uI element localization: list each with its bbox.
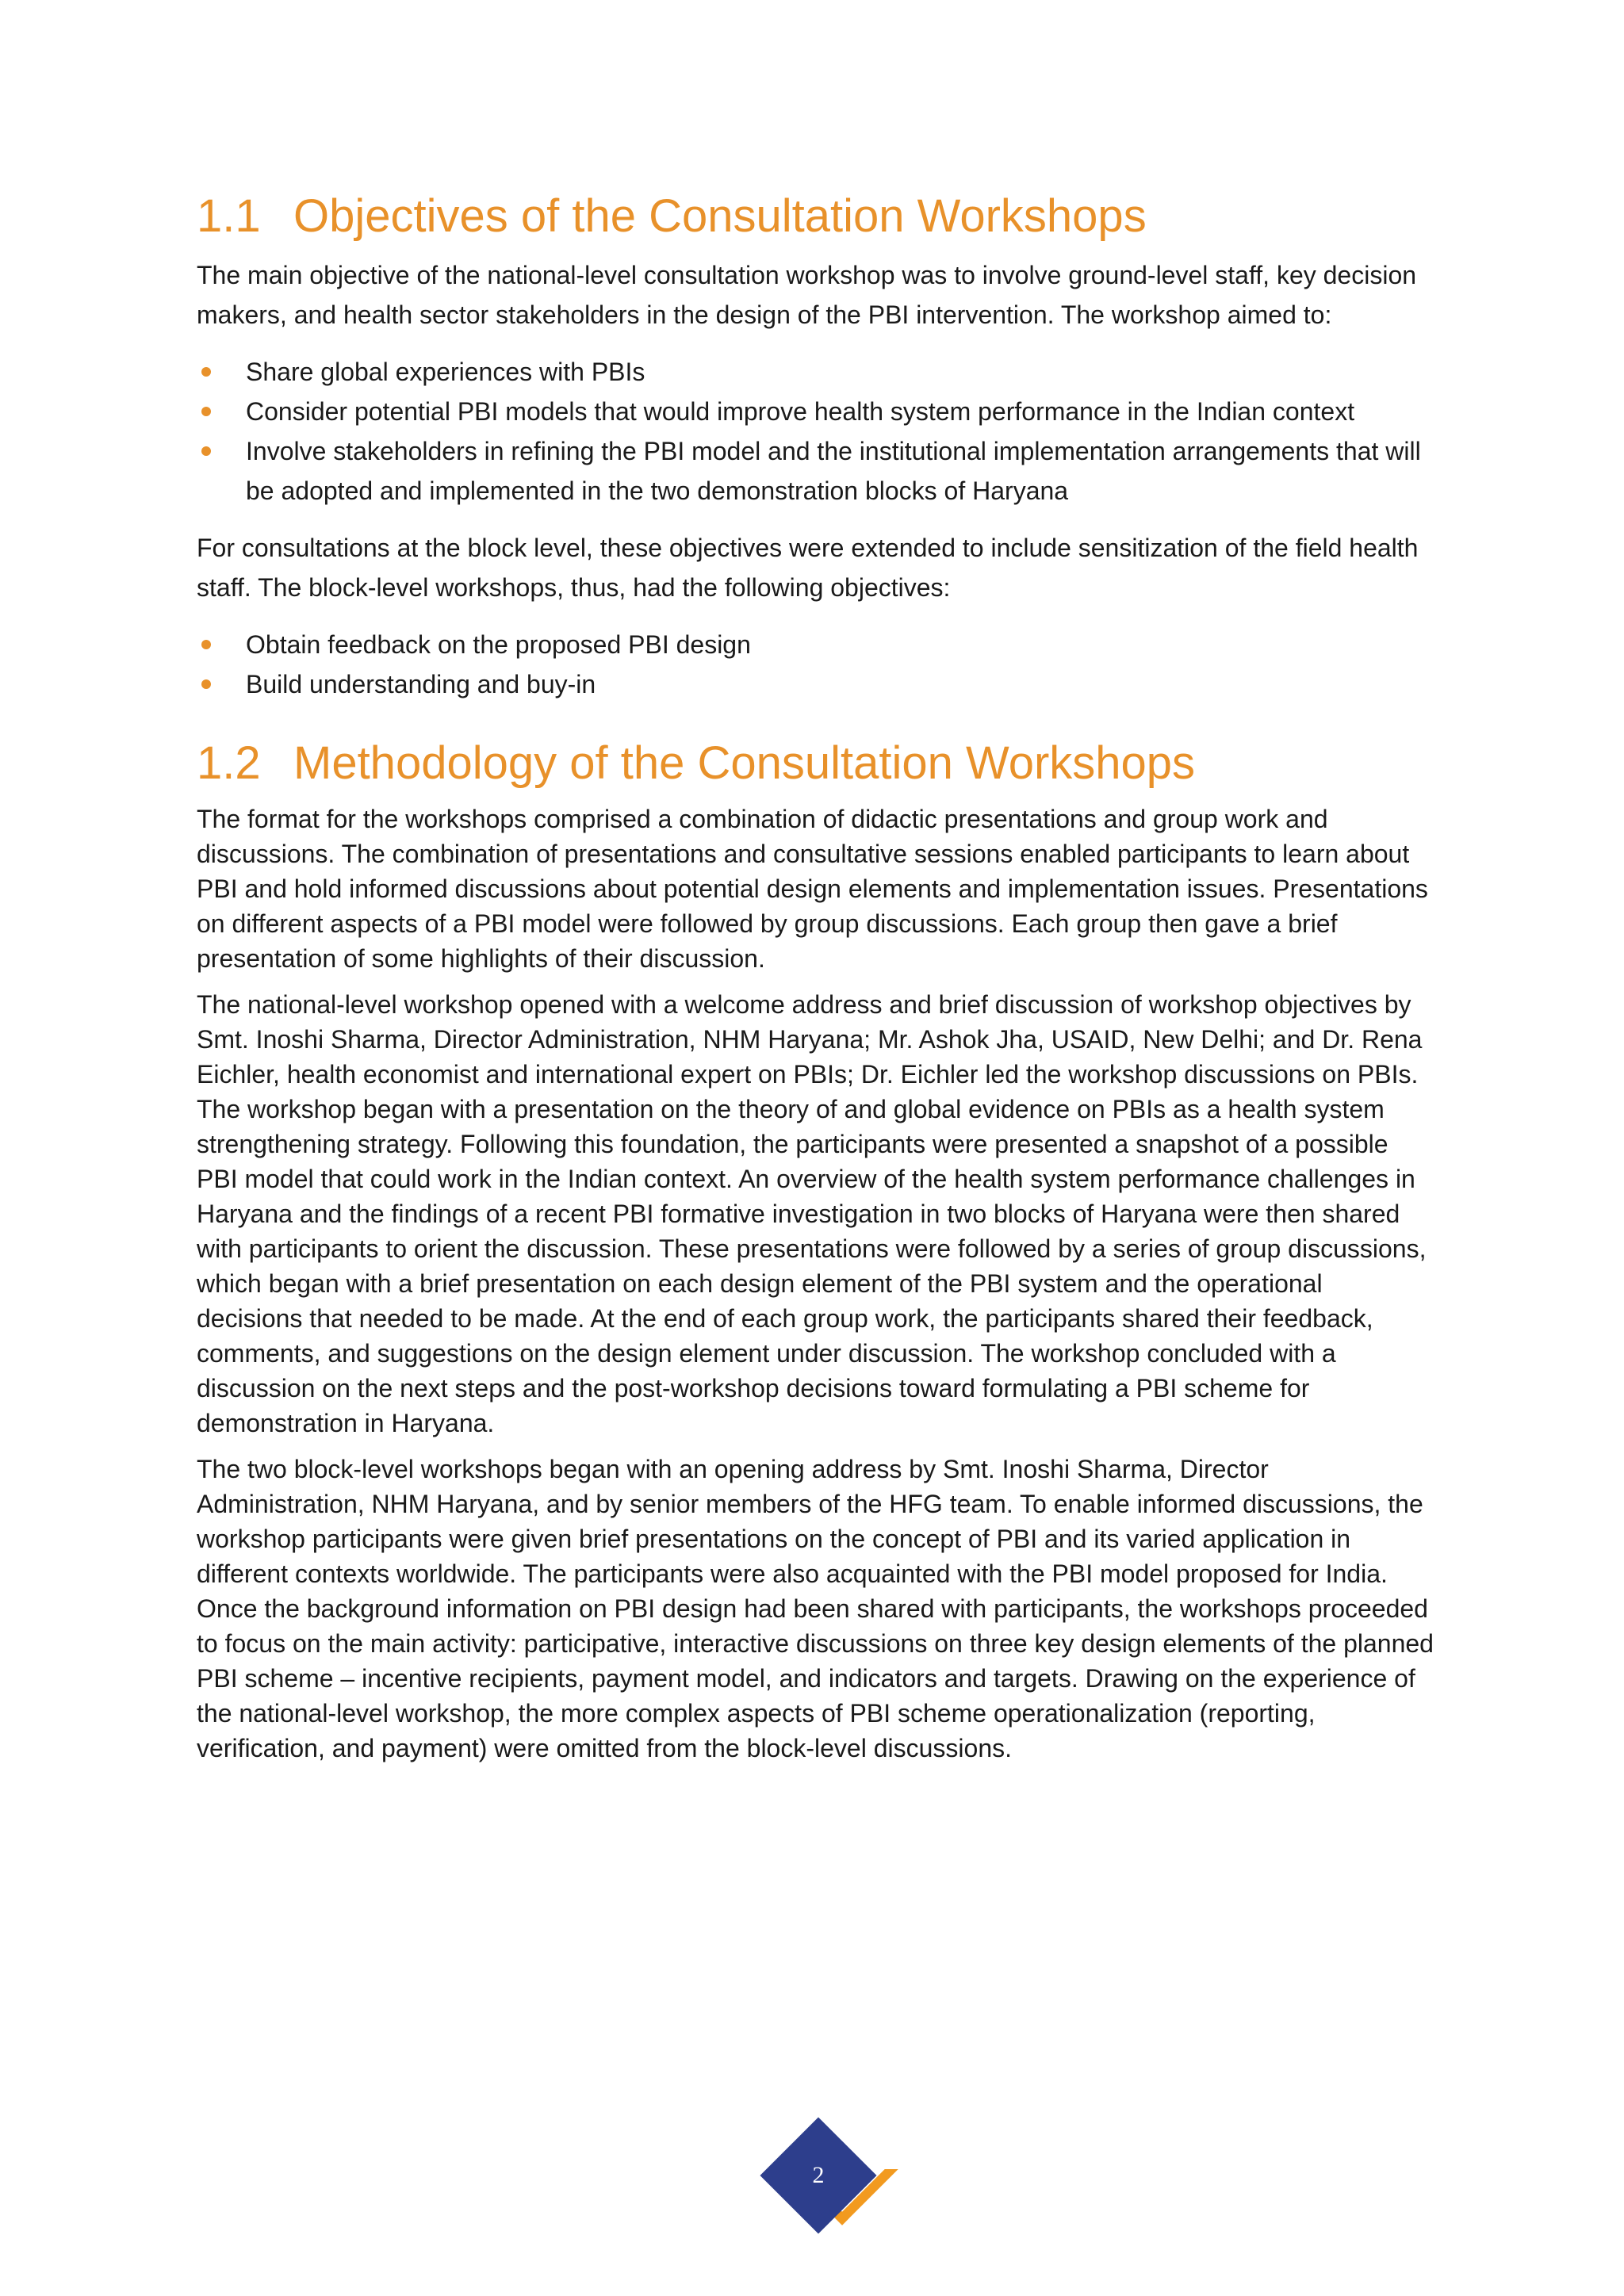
objectives-list [197, 352, 1434, 511]
page-number-badge [753, 2112, 888, 2247]
objectives-intro-paragraph: The main objective of the national-level consultation workshop was to involve ground-level staff, key decision makers, and health sector stakeholders in the design of the PBI intervention. The workshop aimed to: [197, 260, 1417, 329]
block-objectives-list [197, 625, 1434, 704]
section-number: 1.2 [197, 737, 261, 789]
bullet-icon [201, 446, 211, 456]
list-item: Build understanding and buy-in [197, 664, 1434, 704]
page-number: 2 [812, 2162, 825, 2188]
section-heading-methodology [197, 736, 1434, 791]
bullet-icon [201, 679, 211, 689]
methodology-paragraph-national: The national-level workshop opened with a welcome address and brief discussion of workshop objectives by Smt. Inoshi Sharma, Director Administration, NHM Haryana; Mr. Ashok Jha, USAID, New Delhi; and Dr. Rena Eichler, health economist and international expert on PBIs; Dr. Eichler led the workshop discussions on PBIs. The workshop began with a presentation on the theory of and global evidence on PBIs as a health system strengthening strategy. Following this foundation, the participants were presented a snapshot of a possible PBI model that could work in the Indian context. An overview of the health system performance challenges in Haryana and the findings of a recent PBI formative investigation in two blocks of Haryana were then shared with participants to orient the discussion. These presentations were followed by a series of group discussions, which began with a brief presentation on each design element of the PBI system and the operational decisions that needed to be made. At the end of each group work, the participants shared their feedback, comments, and suggestions on the design element under discussion. The workshop concluded with a discussion on the next steps and the post-workshop decisions toward formulating a PBI scheme for demonstration in Haryana. [197, 990, 1427, 1438]
list-item: Obtain feedback on the proposed PBI design [197, 625, 1434, 664]
section-heading-objectives [197, 189, 1434, 244]
methodology-paragraph-block: The two block-level workshops began with an opening address by Smt. Inoshi Sharma, Director Administration, NHM Haryana, and by senior members of the HFG team. To enable informed discussions, the workshop participants were given brief presentations on the concept of PBI and its varied application in different contexts worldwide. The participants were also acquainted with the PBI model proposed for India. Once the background information on PBI design had been shared with participants, the workshops proceeded to focus on the main activity: participative, interactive discussions on three key design elements of the planned PBI scheme – incentive recipients, payment model, and indicators and targets. Drawing on the experience of the national-level workshop, the more complex aspects of PBI scheme operationalization (reporting, verification, and payment) were omitted from the block-level discussions. [197, 1455, 1434, 1763]
list-item: Consider potential PBI models that would improve health system performance in the Indian context [197, 392, 1434, 431]
methodology-paragraph-format: The format for the workshops comprised a combination of didactic presentations and group work and discussions. The combination of presentations and consultative sessions enabled participants to learn about PBI and hold informed discussions about potential design elements and implementation issues. Presentations on different aspects of a PBI model were followed by group discussions. Each group then gave a brief presentation of some highlights of their discussion. [197, 805, 1428, 974]
bullet-icon [201, 407, 211, 416]
block-level-intro-paragraph: For consultations at the block level, these objectives were extended to include sensitization of the field health staff. The block-level workshops, thus, had the following objectives: [197, 533, 1419, 602]
section-number: 1.1 [197, 190, 261, 242]
list-item: Involve stakeholders in refining the PBI model and the institutional implementation arrangements that will be adopted and implemented in the two demonstration blocks of Haryana [197, 431, 1434, 511]
bullet-icon [201, 367, 211, 377]
section-title: Objectives of the Consultation Workshops [293, 190, 1147, 242]
page-content [197, 189, 1434, 1766]
list-item: Share global experiences with PBIs [197, 352, 1434, 392]
bullet-icon [201, 640, 211, 649]
section-title: Methodology of the Consultation Workshops [293, 737, 1196, 789]
